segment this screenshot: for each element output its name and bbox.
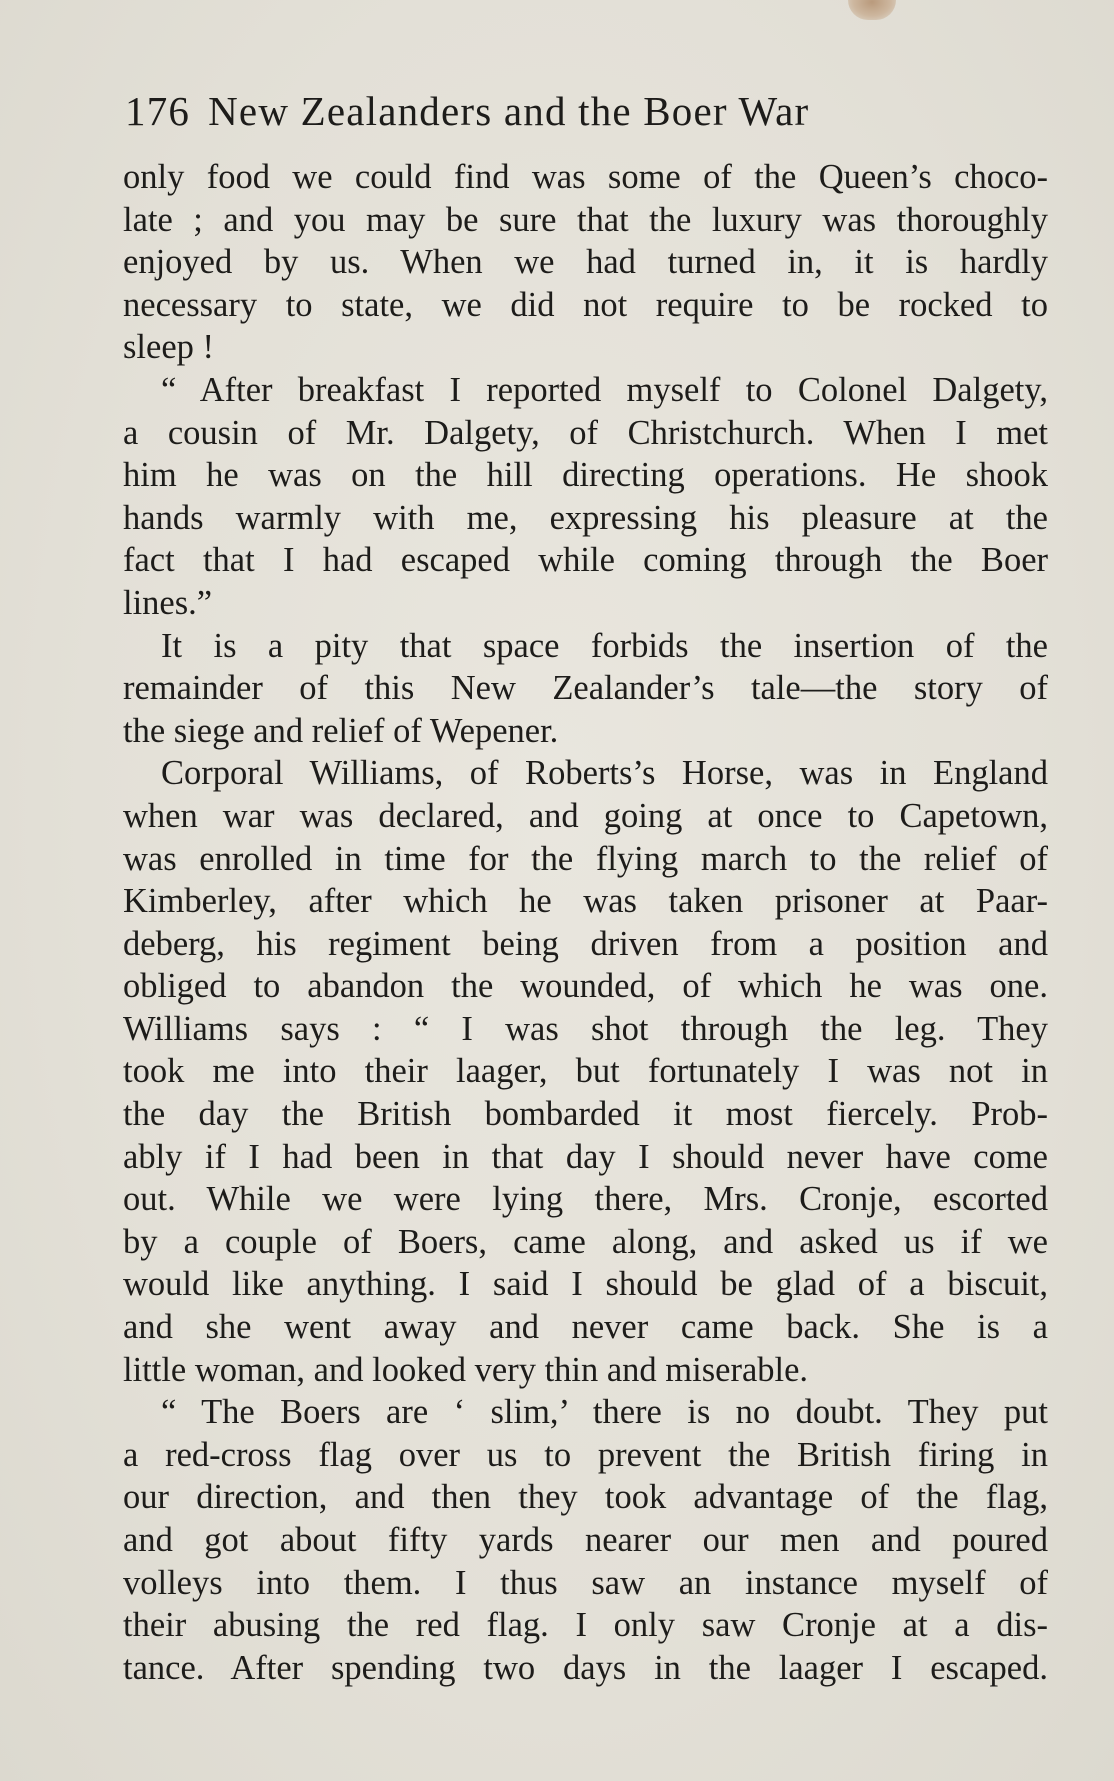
text-line: by a couple of Boers, came along, and asked us if we — [123, 1222, 1048, 1261]
page-number: 176 — [125, 88, 191, 134]
text-line: “ After breakfast I reported myself to Colonel Dalgety, — [161, 370, 1048, 409]
text-line: our direction, and then they took advantage of the flag, — [123, 1478, 1048, 1517]
text-line: a cousin of Mr. Dalgety, of Christchurch. When I met — [123, 413, 1048, 452]
text-line: when war was declared, and going at once to Capetown, — [123, 796, 1048, 835]
text-line: obliged to abandon the wounded, of which he was one. — [123, 967, 1048, 1006]
paper-stain — [848, 0, 896, 20]
text-line: necessary to state, we did not require to be rocked to — [123, 285, 1048, 324]
text-line: and she went away and never came back. She is a — [123, 1308, 1048, 1347]
text-line: deberg, his regiment being driven from a position and — [123, 924, 1048, 963]
text-line: a red-cross flag over us to prevent the British firing in — [123, 1435, 1048, 1474]
text-line: It is a pity that space forbids the insertion of the — [161, 626, 1048, 665]
text-line: Corporal Williams, of Roberts’s Horse, was in England — [161, 754, 1048, 793]
text-line: and got about fifty yards nearer our men and poured — [123, 1521, 1048, 1559]
running-header — [125, 84, 992, 138]
text-line: late ; and you may be sure that the luxury was thoroughly — [123, 200, 1048, 239]
text-line: only food we could find was some of the Queen’s choco- — [123, 158, 1048, 196]
text-line: volleys into them. I thus saw an instance myself of — [123, 1563, 1048, 1602]
text-line: him he was on the hill directing operations. He shook — [123, 456, 1048, 495]
text-line: out. While we were lying there, Mrs. Cronje, escorted — [123, 1180, 1048, 1219]
text-line: Williams says : “ I was shot through the leg. They — [123, 1009, 1048, 1048]
text-line: the day the British bombarded it most fiercely. Prob- — [123, 1095, 1048, 1134]
text-line: tance. After spending two days in the laager I escaped. — [123, 1648, 1048, 1687]
text-line: ably if I had been in that day I should never have come — [123, 1137, 1048, 1176]
text-line: hands warmly with me, expressing his pleasure at the — [123, 498, 1048, 537]
running-title: New Zealanders and the Boer War — [208, 88, 810, 134]
text-line: enjoyed by us. When we had turned in, it is hardly — [123, 243, 1048, 282]
text-line: sleep ! — [123, 328, 215, 367]
text-line: little woman, and looked very thin and miserable. — [123, 1350, 809, 1389]
text-line: their abusing the red flag. I only saw Cronje at a dis- — [123, 1606, 1048, 1645]
text-line: the siege and relief of Wepener. — [123, 711, 559, 750]
text-line: was enrolled in time for the flying march to the relief of — [123, 839, 1048, 878]
text-line: “ The Boers are ‘ slim,’ there is no doubt. They put — [161, 1393, 1048, 1432]
text-line: Kimberley, after which he was taken prisoner at Paar- — [123, 882, 1048, 921]
body-text — [123, 156, 1048, 1689]
text-line: would like anything. I said I should be glad of a biscuit, — [123, 1265, 1048, 1304]
text-line: lines.” — [123, 583, 213, 622]
text-line: took me into their laager, but fortunately I was not in — [123, 1052, 1048, 1091]
text-line: remainder of this New Zealander’s tale—the story of — [123, 669, 1048, 708]
text-line: fact that I had escaped while coming through the Boer — [123, 541, 1048, 580]
